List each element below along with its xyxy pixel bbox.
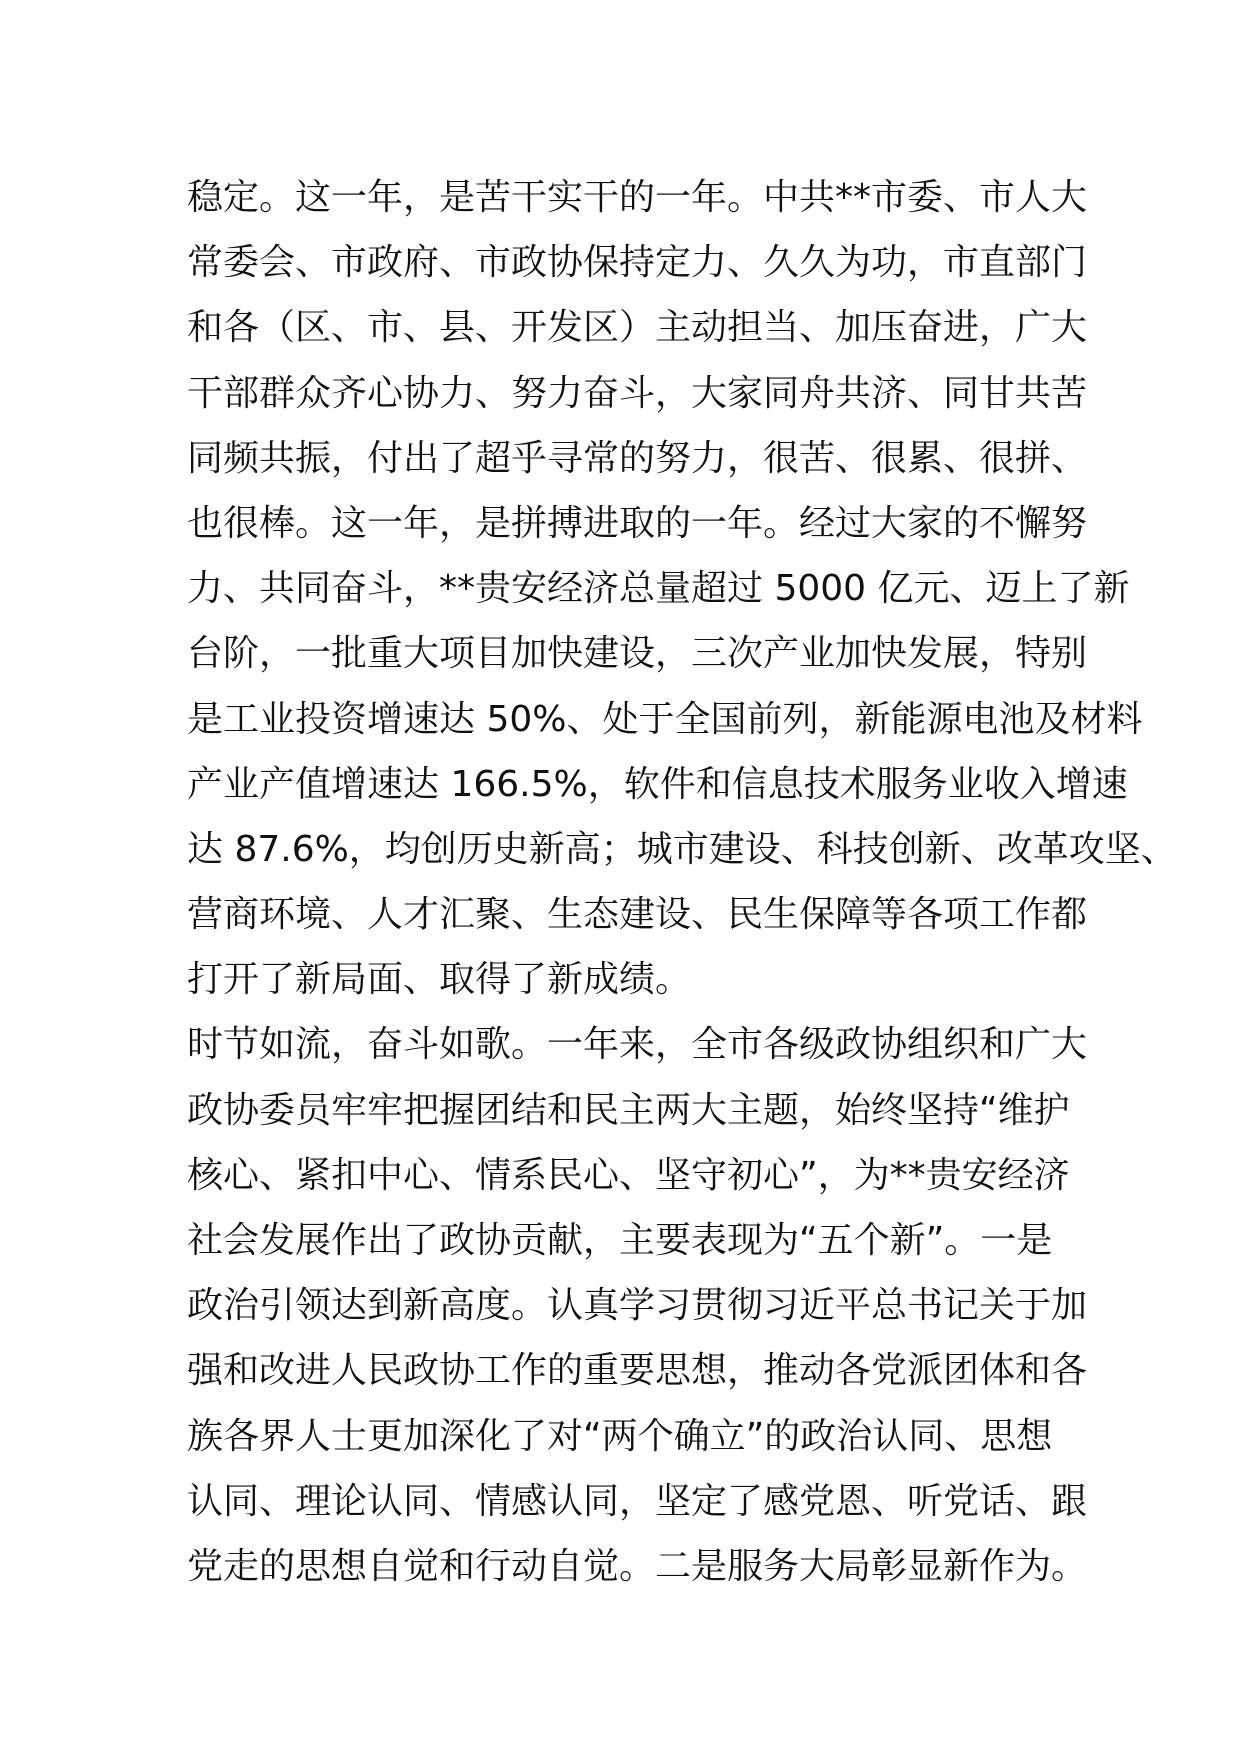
text-line: 时节如流，奋斗如歌。一年来，全市各级政协组织和广大 [187, 1024, 1088, 1066]
text-line: 认同、理论认同、情感认同，坚定了感党恩、听党话、跟 [187, 1480, 1088, 1522]
text-line: 产业产值增速达 166.5%，软件和信息技术服务业收入增速 [187, 763, 1128, 805]
text-line: 强和改进人民政协工作的重要思想，推动各党派团体和各 [187, 1350, 1088, 1392]
text-line: 族各界人士更加深化了对“两个确立”的政治认同、思想 [187, 1415, 1053, 1457]
text-line: 干部群众齐心协力、努力奋斗，大家同舟共济、同甘共苦 [187, 372, 1088, 414]
text-line: 台阶，一批重大项目加快建设，三次产业加快发展，特别 [187, 633, 1088, 675]
text-line: 力、共同奋斗，**贵安经济总量超过 5000 亿元、迈上了新 [187, 568, 1130, 610]
text-line: 同频共振，付出了超乎寻常的努力，很苦、很累、很拼、 [187, 437, 1088, 479]
text-line: 常委会、市政府、市政协保持定力、久久为功，市直部门 [187, 242, 1088, 284]
text-line: 达 87.6%，均创历史新高；城市建设、科技创新、改革攻坚、 [187, 828, 1177, 870]
text-line: 和各（区、市、县、开发区）主动担当、加压奋进，广大 [187, 307, 1088, 349]
text-line: 党走的思想自觉和行动自觉。二是服务大局彰显新作为。 [187, 1545, 1088, 1587]
text-line: 是工业投资增速达 50%、处于全国前列，新能源电池及材料 [187, 698, 1143, 740]
text-line: 稳定。这一年，是苦干实干的一年。中共**市委、市人大 [187, 177, 1088, 218]
text-line: 政治引领达到新高度。认真学习贯彻习近平总书记关于加 [187, 1285, 1088, 1327]
text-line: 也很棒。这一年，是拼搏进取的一年。经过大家的不懈努 [187, 502, 1088, 544]
text-line: 核心、紧扣中心、情系民心、坚守初心”，为**贵安经济 [187, 1154, 1070, 1196]
text-line: 打开了新局面、取得了新成绩。 [187, 959, 692, 1001]
text-line: 政协委员牢牢把握团结和民主两大主题，始终坚持“维护 [187, 1089, 1070, 1131]
text-line: 营商环境、人才汇聚、生态建设、民生保障等各项工作都 [187, 894, 1088, 936]
text-line: 社会发展作出了政协贡献，主要表现为“五个新”。一是 [187, 1220, 1053, 1261]
body-text [187, 165, 1177, 1599]
